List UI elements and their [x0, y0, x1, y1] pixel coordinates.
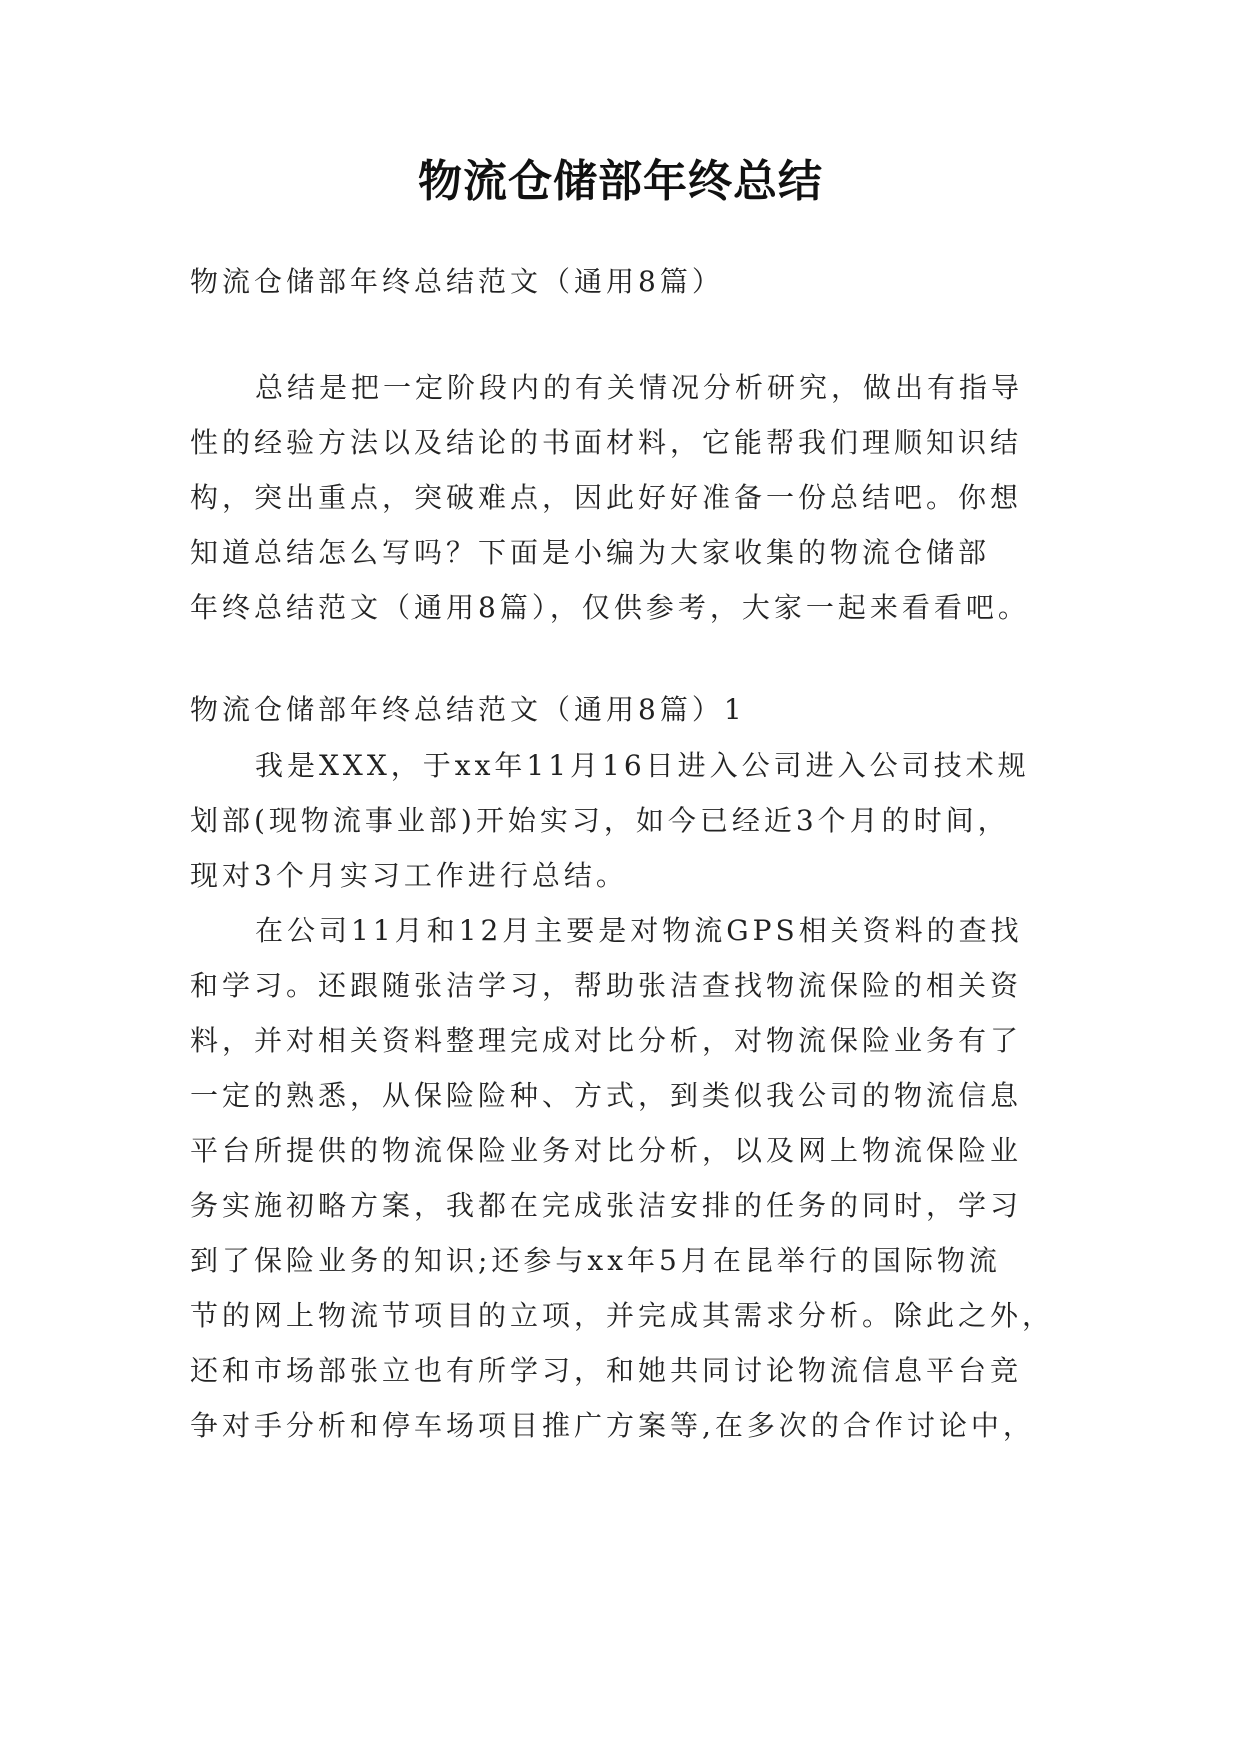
document-title: 物流仓储部年终总结 — [418, 156, 823, 207]
intro-line: 构，突出重点，突破难点，因此好好准备一份总结吧。你想 — [190, 481, 1023, 514]
paragraph-line: 在公司11月和12月主要是对物流GPS相关资料的查找 — [255, 914, 1023, 947]
paragraph-line: 料，并对相关资料整理完成对比分析，对物流保险业务有了 — [190, 1024, 1023, 1057]
paragraph-line: 我是XXX，于xx年11月16日进入公司进入公司技术规 — [255, 749, 1030, 782]
paragraph-line: 现对3个月实习工作进行总结。 — [190, 859, 628, 892]
intro-line: 性的经验方法以及结论的书面材料，它能帮我们理顺知识结 — [190, 426, 1023, 459]
section-heading: 物流仓储部年终总结范文（通用8篇）1 — [190, 693, 746, 726]
paragraph-line: 争对手分析和停车场项目推广方案等,在多次的合作讨论中， — [190, 1409, 1035, 1442]
intro-line: 年终总结范文（通用8篇），仅供参考，大家一起来看看吧。 — [190, 591, 1030, 624]
paragraph-line: 到了保险业务的知识;还参与xx年5月在昆举行的国际物流 — [190, 1244, 1001, 1277]
paragraph-line: 节的网上物流节项目的立项，并完成其需求分析。除此之外， — [190, 1299, 1055, 1332]
intro-line: 知道总结怎么写吗？下面是小编为大家收集的物流仓储部 — [190, 536, 991, 569]
paragraph-line: 还和市场部张立也有所学习，和她共同讨论物流信息平台竞 — [190, 1354, 1023, 1387]
paragraph-line: 务实施初略方案，我都在完成张洁安排的任务的同时，学习 — [190, 1189, 1023, 1222]
paragraph-line: 划部(现物流事业部)开始实习，如今已经近3个月的时间， — [190, 804, 1010, 837]
intro-line: 总结是把一定阶段内的有关情况分析研究，做出有指导 — [255, 371, 1024, 404]
document-subtitle: 物流仓储部年终总结范文（通用8篇） — [190, 265, 724, 298]
paragraph-line: 平台所提供的物流保险业务对比分析，以及网上物流保险业 — [190, 1134, 1023, 1167]
paragraph-line: 一定的熟悉，从保险险种、方式，到类似我公司的物流信息 — [190, 1079, 1023, 1112]
paragraph-line: 和学习。还跟随张洁学习，帮助张洁查找物流保险的相关资 — [190, 969, 1023, 1002]
